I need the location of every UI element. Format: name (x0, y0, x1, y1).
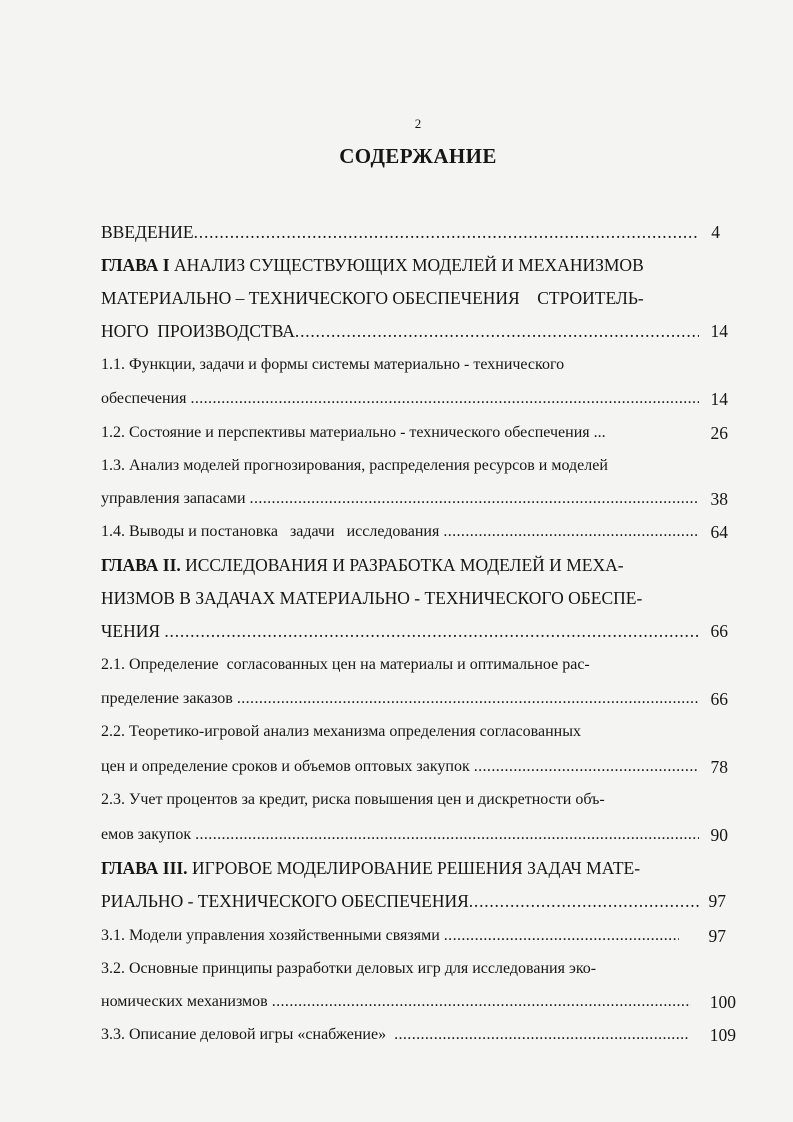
chapter-title-text: РИАЛЬНО - ТЕХНИЧЕСКОГО ОБЕСПЕЧЕНИЯ (101, 891, 469, 911)
toc-section-2-1-line-1[interactable] (101, 656, 699, 674)
toc-page-number: 14 (710, 389, 728, 409)
leader-dots (195, 826, 699, 844)
chapter-prefix: ГЛАВА I (101, 255, 170, 275)
toc-section-3-1[interactable] (101, 927, 679, 945)
leader-dots (272, 993, 691, 1011)
toc-page-number: 100 (709, 992, 736, 1012)
toc-page-number: 97 (708, 891, 726, 911)
section-title-text: обеспечения (101, 390, 191, 407)
section-title-text: 3.2. Основные принципы разработки деловых игр для исследования эко- (101, 960, 597, 977)
toc-page-number: 14 (710, 321, 728, 341)
toc-section-1-2[interactable] (101, 424, 699, 442)
toc-page-number: 109 (709, 1025, 736, 1045)
toc-chapter-2-line-2 (101, 588, 699, 609)
section-title-text: 1.3. Анализ моделей прогнозирования, распределения ресурсов и моделей (101, 457, 608, 474)
toc-page-number: 66 (710, 689, 728, 709)
section-title-text: 2.3. Учет процентов за кредит, риска повышения цен и дискретности объ- (101, 791, 605, 808)
toc-page-number: 64 (710, 522, 728, 542)
toc-section-3-3[interactable] (101, 1026, 689, 1044)
leader-dots (250, 490, 699, 508)
toc-section-2-2-line-1[interactable] (101, 723, 699, 741)
toc-section-3-2-line-1[interactable] (101, 960, 699, 978)
chapter-title-text: НОГО ПРОИЗВОДСТВА (101, 321, 295, 341)
section-title-text: пределение заказов (101, 690, 237, 707)
toc-page-number: 78 (710, 757, 728, 777)
chapter-title-text: ЧЕНИЯ (101, 621, 165, 641)
leader-dots (394, 1026, 689, 1044)
leader-dots (443, 523, 699, 541)
toc-entry-label: ВВЕДЕНИЕ (101, 222, 194, 242)
toc-page-number: 38 (710, 489, 728, 509)
chapter-title-text: ИССЛЕДОВАНИЯ И РАЗРАБОТКА МОДЕЛЕЙ И МЕХА- (180, 555, 624, 575)
toc-section-1-3-line-1[interactable] (101, 457, 699, 475)
chapter-title-text: МАТЕРИАЛЬНО – ТЕХНИЧЕСКОГО ОБЕСПЕЧЕНИЯ СТРОИТЕЛЬ- (101, 288, 644, 308)
chapter-title-text: НИЗМОВ В ЗАДАЧАХ МАТЕРИАЛЬНО - ТЕХНИЧЕСКОГО ОБЕСПЕ- (101, 588, 643, 608)
chapter-prefix: ГЛАВА III. (101, 858, 188, 878)
leader-dots (237, 690, 699, 708)
toc-chapter-1-line-1[interactable] (101, 255, 699, 276)
leader-dots (474, 758, 699, 776)
leader-dots (194, 222, 699, 243)
chapter-title-text: ИГРОВОЕ МОДЕЛИРОВАНИЕ РЕШЕНИЯ ЗАДАЧ МАТЕ- (187, 858, 641, 878)
toc-page-number: 4 (711, 222, 720, 242)
toc-chapter-2-line-1[interactable] (101, 555, 699, 576)
toc-section-2-1-line-2 (101, 690, 699, 708)
toc-chapter-1-line-2 (101, 288, 699, 309)
toc-chapter-3-line-2 (101, 891, 699, 912)
section-title-text: 3.3. Описание деловой игры «снабжение» (101, 1026, 395, 1043)
section-title-text: управления запасами (101, 490, 250, 507)
leader-dots (295, 321, 699, 342)
leader-dots (190, 390, 699, 408)
toc-section-2-2-line-2 (101, 758, 699, 776)
toc-section-2-3-line-2 (101, 826, 699, 844)
section-title-text: 2.2. Теоретико-игровой анализ механизма определения согласованных (101, 723, 581, 740)
chapter-title-text: АНАЛИЗ СУЩЕСТВУЮЩИХ МОДЕЛЕЙ И МЕХАНИЗМОВ (169, 255, 644, 275)
toc-section-1-1-line-1[interactable] (101, 356, 699, 374)
toc-section-1-3-line-2 (101, 490, 699, 508)
page-number: 2 (414, 116, 422, 131)
leader-dots (164, 621, 699, 642)
section-title-text: номических механизмов (101, 993, 272, 1010)
section-title-text: 2.1. Определение согласованных цен на материалы и оптимальное рас- (101, 656, 590, 673)
section-title-text: 3.1. Модели управления хозяйственными связями (101, 927, 444, 944)
section-title-text: емов закупок (101, 826, 196, 843)
toc-section-1-4[interactable] (101, 523, 699, 541)
leader-dots (444, 927, 679, 945)
toc-entry-introduction[interactable] (101, 222, 699, 243)
leader-dots (469, 891, 699, 912)
toc-page-number: 90 (710, 825, 728, 845)
toc-page-number: 26 (710, 423, 728, 443)
section-title-text: 1.1. Функции, задачи и формы системы материально - технического (101, 356, 565, 373)
toc-page-number: 66 (710, 621, 728, 641)
page-title: СОДЕРЖАНИЕ (339, 144, 497, 168)
chapter-prefix: ГЛАВА II. (101, 555, 181, 575)
section-title-text: 1.2. Состояние и перспективы материально - технического обеспечения ... (101, 424, 606, 441)
section-title-text: цен и определение сроков и объемов оптовых закупок (101, 758, 474, 775)
toc-section-1-1-line-2 (101, 390, 699, 408)
toc-chapter-1-line-3 (101, 321, 699, 342)
toc-section-2-3-line-1[interactable] (101, 791, 699, 809)
toc-chapter-2-line-3 (101, 621, 699, 642)
toc-chapter-3-line-1[interactable] (101, 858, 699, 879)
toc-section-3-2-line-2 (101, 993, 691, 1011)
toc-page-number: 97 (708, 926, 726, 946)
section-title-text: 1.4. Выводы и постановка задачи исследования (101, 523, 444, 540)
